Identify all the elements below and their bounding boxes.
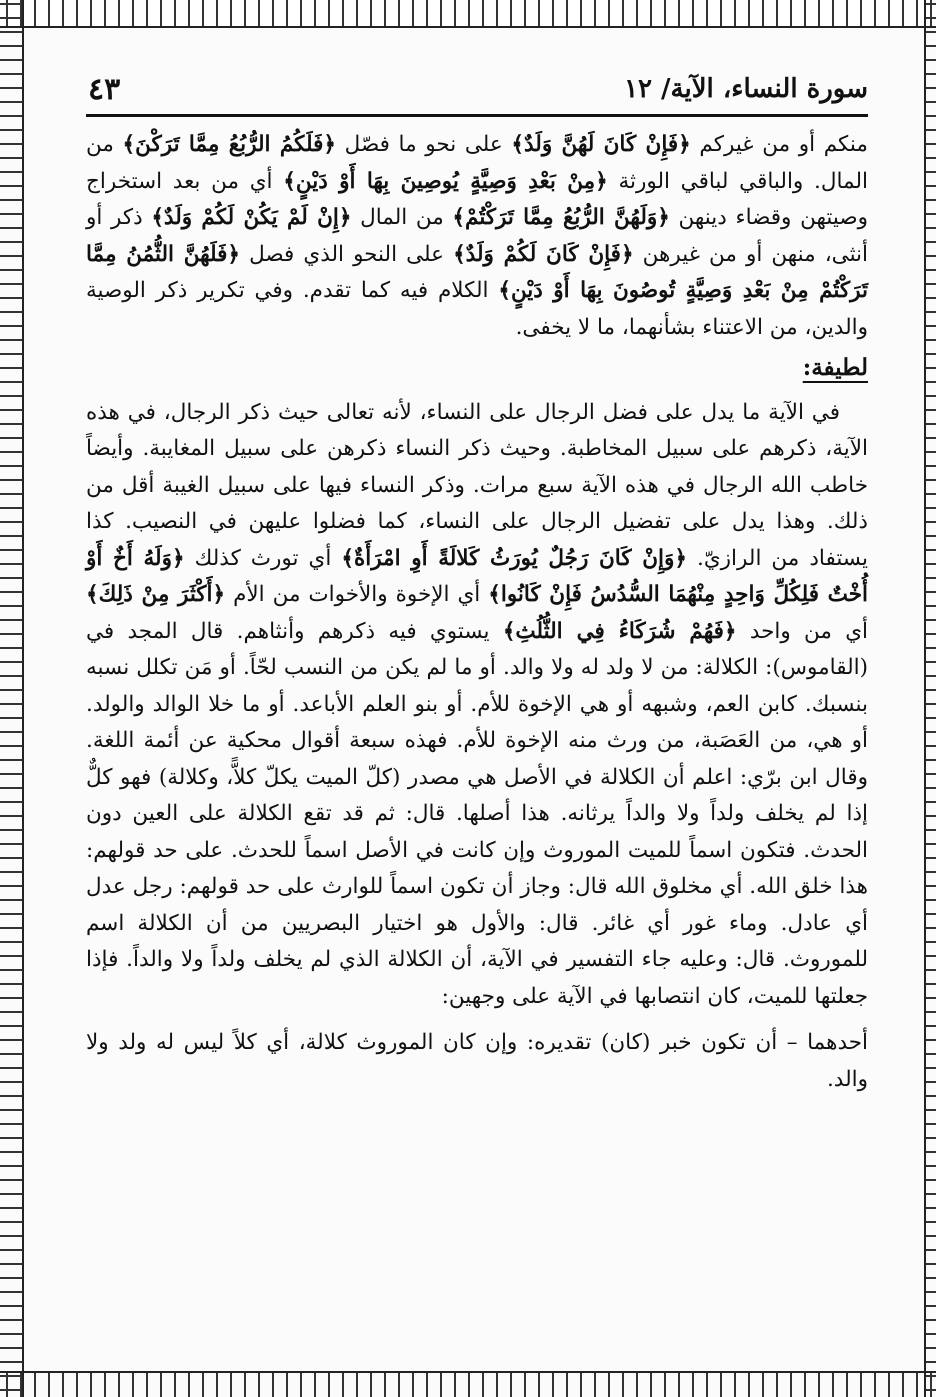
quran-verse: ﴿وَلَهُ أَخٌ أَوْ أُخْتٌ فَلِكُلِّ وَاحِدٍ مِنْهُمَا السُّدُسُ فَإِنْ كَانُوا﴾ bbox=[86, 545, 868, 607]
decorative-border-bottom bbox=[0, 1371, 936, 1397]
quran-verse: ﴿إِنْ لَمْ يَكُنْ لَكُمْ وَلَدٌ﴾ bbox=[151, 205, 352, 230]
decorative-border-left bbox=[0, 0, 24, 1397]
running-header bbox=[86, 70, 868, 117]
quran-verse: ﴿فَلَكُمُ الرُّبُعُ مِمَّا تَرَكْنَ﴾ bbox=[122, 132, 336, 157]
section-heading: لطيفة: bbox=[802, 354, 868, 381]
quran-verse: ﴿مِنْ بَعْدِ وَصِيَّةٍ يُوصِينَ بِهَا أَوْ دَيْنٍ﴾ bbox=[283, 168, 608, 194]
text-body bbox=[86, 127, 868, 1098]
paragraph-2: في الآية ما يدل على فضل الرجال على النساء، لأنه تعالى حيث ذكر الرجال، في هذه الآية، ذكرهم على سبيل المخاطبة. وحيث ذكر النساء ذكرهن على سبيل المغايبة. وأيضاً خاطب الله الرجال في هذه الآية سبع مرات. وذكر النساء فيها على سبيل الغيبة أقل من ذلك. وهذا يدل على تفضيل الرجال على النساء، كما فضلوا عليهن في النصيب. كذا يستفاد من الرازيّ. ﴿وَإِنْ كَانَ رَجُلٌ يُورَثُ كَلالَةً أَوِ امْرَأَةٌ﴾ أي تورث كذلك ﴿وَلَهُ أَخٌ أَوْ أُخْتٌ فَلِكُلِّ وَاحِدٍ مِنْهُمَا السُّدُسُ فَإِنْ كَانُوا﴾ أي الإخوة والأخوات من الأم ﴿أَكْثَرَ مِنْ ذَلِكَ﴾ أي من واحد ﴿فَهُمْ شُرَكَاءُ فِي الثُّلُثِ﴾ يستوي فيه ذكرهم وأنثاهم. قال المجد في (القاموس): الكلالة: من لا ولد له ولا والد. أو ما لم يكن من النسب لحّاً. أو مَن تكلل نسبه بنسبك. كابن العم، وشبهه أو هي الإخوة للأم. أو بنو العلم الأباعد. أو ما خلا الوالد والولد. أو هي، من العَصَبة، من ورث منه الإخوة للأم. فهذه سبعة أقوال محكية عن أئمة اللغة. وقال ابن برّي: اعلم أن الكلالة في الأصل هي مصدر (كلّ الميت يكلّ كلاًّ، وكلالة) فهو كلٌّ إذا لم يخلف ولداً ولا والداً يرثانه. هذا أصلها. قال: ثم قد تقع الكلالة على العين دون الحدث. فتكون اسماً للميت الموروث وإن كانت في الأصل اسماً للحدث. على حد قولهم: هذا خلق الله. أي مخلوق الله قال: وجاز أن تكون اسماً للوارث على حد قولهم: رجل عدل أي عادل. وماء غور أي غائر. قال: والأول هو اختيار البصريين من أن الكلالة اسم للموروث. قال: وعليه جاء التفسير في الآية، أن الكلالة الذي لم يخلف ولداً ولا والداً. فإذا جعلتها للميت، كان انتصابها في الآية على وجهين: bbox=[86, 399, 868, 1009]
quran-verse: ﴿فَإِنْ كَانَ لَهُنَّ وَلَدٌ﴾ bbox=[511, 132, 691, 157]
decorative-border-top bbox=[0, 0, 936, 28]
quran-verse: ﴿أَكْثَرَ مِنْ ذَلِكَ﴾ bbox=[86, 582, 226, 607]
header-title: سورة النساء، الآية/ ١٢ bbox=[624, 74, 868, 104]
quran-verse: ﴿فَإِنْ كَانَ لَكُمْ وَلَدٌ﴾ bbox=[453, 241, 634, 267]
quran-verse: ﴿فَلَهُنَّ الثُّمُنُ مِمَّا تَرَكْتُمْ مِنْ بَعْدِ وَصِيَّةٍ تُوصُونَ بِهَا أَوْ دَيْنٍ﴾ bbox=[86, 241, 868, 303]
page-number: ٤٣ bbox=[88, 72, 121, 107]
quran-verse: ﴿وَلَهُنَّ الرُّبُعُ مِمَّا تَرَكْتُمْ﴾ bbox=[452, 205, 670, 230]
paragraph-1: منكم أو من غيركم ﴿فَإِنْ كَانَ لَهُنَّ وَلَدٌ﴾ على نحو ما فصّل ﴿فَلَكُمُ الرُّبُعُ مِمَّا تَرَكْنَ﴾ من المال. والباقي لباقي الورثة ﴿مِنْ بَعْدِ وَصِيَّةٍ يُوصِينَ بِهَا أَوْ دَيْنٍ﴾ أي من بعد استخراج وصيتهن وقضاء دينهن ﴿وَلَهُنَّ الرُّبُعُ مِمَّا تَرَكْتُمْ﴾ من المال ﴿إِنْ لَمْ يَكُنْ لَكُمْ وَلَدٌ﴾ ذكر أو أنثى، منهن أو من غيرهن ﴿فَإِنْ كَانَ لَكُمْ وَلَدٌ﴾ على النحو الذي فصل ﴿فَلَهُنَّ الثُّمُنُ مِمَّا تَرَكْتُمْ مِنْ بَعْدِ وَصِيَّةٍ تُوصُونَ بِهَا أَوْ دَيْنٍ﴾ الكلام فيه كما تقدم. وفي تكرير ذكر الوصية والدين، من الاعتناء بشأنهما، ما لا يخفى. bbox=[86, 132, 869, 340]
paragraph-3: أحدهما – أن تكون خبر (كان) تقديره: وإن كان الموروث كلالة، أي كلاً ليس له ولد ولا والد. bbox=[86, 1030, 868, 1092]
page bbox=[86, 70, 868, 1337]
quran-verse: ﴿فَهُمْ شُرَكَاءُ فِي الثُّلُثِ﴾ bbox=[502, 618, 737, 644]
quran-verse: ﴿وَإِنْ كَانَ رَجُلٌ يُورَثُ كَلالَةً أَوِ امْرَأَةٌ﴾ bbox=[341, 545, 687, 571]
decorative-border-right bbox=[924, 0, 936, 1397]
